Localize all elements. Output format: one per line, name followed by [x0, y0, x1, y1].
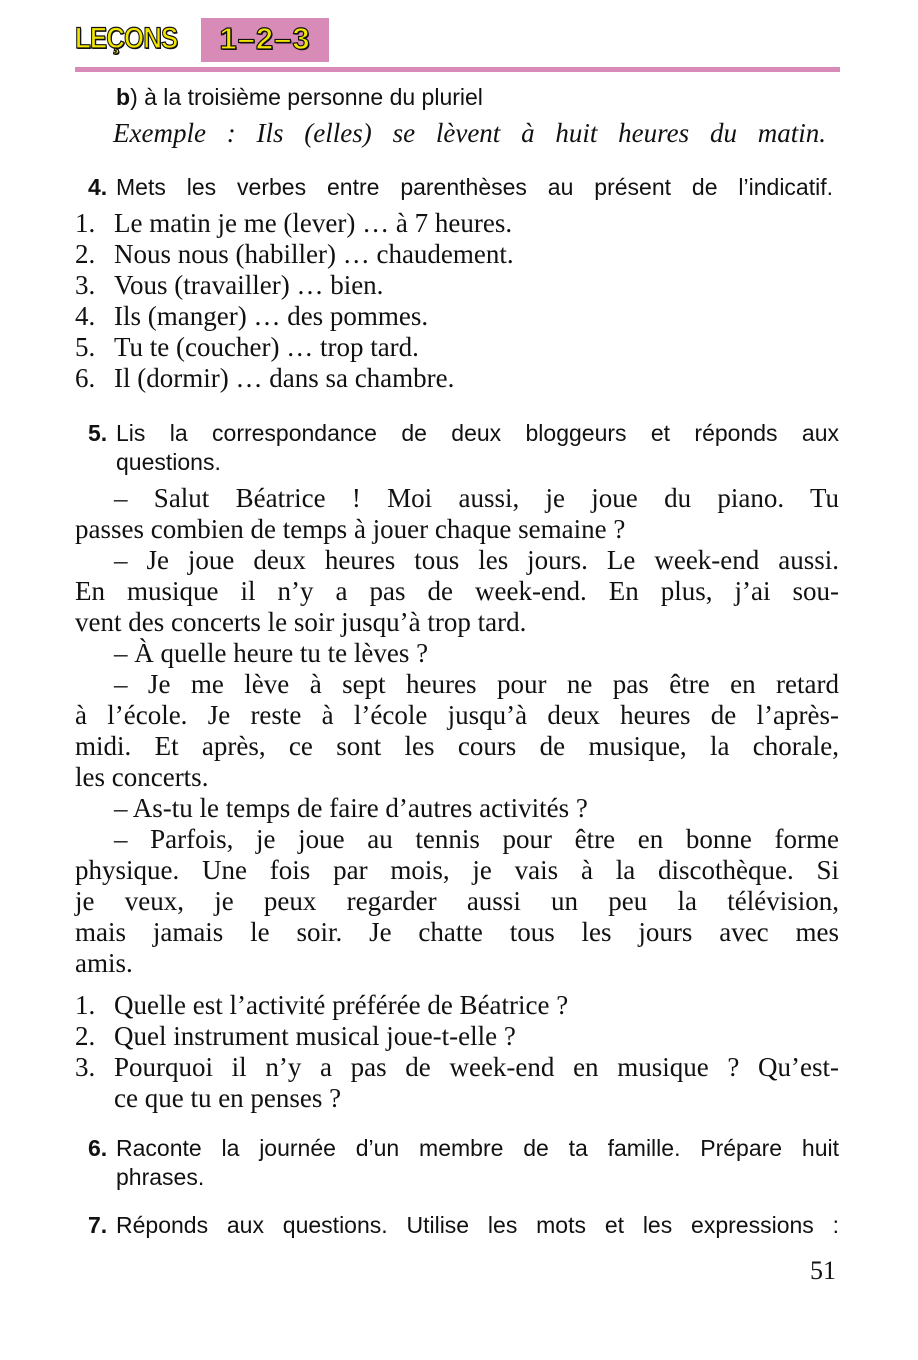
ex4-item-number: 5. [75, 332, 96, 362]
dialogue-line: – Parfois, je joue au tennis pour être en bonne forme [114, 824, 839, 854]
ex5-instruction-line: Lis la correspondance de deux bloggeurs et réponds aux [116, 420, 839, 446]
dialogue-line: En musique il n’y a pas de week-end. En plus, j’ai sou- [75, 576, 839, 606]
dialogue-line: vent des concerts le soir jusqu’à trop tard. [75, 607, 527, 637]
dialogue-line: – Je me lève à sept heures pour ne pas être en retard [114, 669, 839, 699]
dialogue-line: – Salut Béatrice ! Moi aussi, je joue du piano. Tu [114, 483, 839, 513]
intro-item [116, 84, 483, 111]
ex4-item-text: Tu te (coucher) … trop tard. [114, 332, 419, 362]
dialogue-line: – À quelle heure tu te lèves ? [114, 638, 429, 668]
ex7-number: 7. [88, 1212, 108, 1238]
ex4-item-number: 1. [75, 208, 96, 238]
ex5-number: 5. [88, 420, 108, 446]
question-text: Quel instrument musical joue-t-elle ? [114, 1021, 516, 1051]
ex4-item-number: 6. [75, 363, 96, 393]
ex4-item-text: Le matin je me (lever) … à 7 heures. [114, 208, 513, 238]
ex4-item-text: Nous nous (habiller) … chaudement. [114, 239, 514, 269]
question-number: 2. [75, 1021, 96, 1051]
question-number: 3. [75, 1052, 96, 1082]
ex4-item-text: Il (dormir) … dans sa chambre. [114, 363, 455, 393]
lesson-badge [201, 18, 329, 62]
intro-item-letter: b [116, 84, 131, 110]
ex4-item-number: 3. [75, 270, 96, 300]
dialogue-line: midi. Et après, ce sont les cours de musique, la chorale, [75, 731, 839, 761]
dialogue-line: – As-tu le temps de faire d’autres activités ? [114, 793, 588, 823]
dialogue-line: mais jamais le soir. Je chatte tous les jours avec mes [75, 917, 839, 947]
ex5-instruction-line: questions. [116, 449, 221, 475]
dialogue-line: passes combien de temps à jouer chaque semaine ? [75, 514, 626, 544]
ex4-item-number: 4. [75, 301, 96, 331]
dialogue-line: physique. Une fois par mois, je vais à la discothèque. Si [75, 855, 839, 885]
lesson-badge-text: 1–2–3 [219, 21, 311, 56]
question-number: 1. [75, 990, 96, 1020]
ex6-instruction-line: Raconte la journée d’un membre de ta famille. Prépare huit [116, 1135, 839, 1161]
dialogue-line: je veux, je peux regarder aussi un peu la télévision, [75, 886, 839, 916]
lesson-title: LEÇONS [75, 22, 178, 55]
ex4-instruction: Mets les verbes entre parenthèses au présent de l’indicatif. [116, 174, 833, 200]
question-text: ce que tu en penses ? [114, 1083, 342, 1113]
dialogue-line: – Je joue deux heures tous les jours. Le week-end aussi. [114, 545, 839, 575]
dialogue-line: à l’école. Je reste à l’école jusqu’à deux heures de l’après- [75, 700, 839, 730]
ex7-instruction: Réponds aux questions. Utilise les mots et les expressions : [116, 1212, 839, 1238]
ex6-instruction-line: phrases. [116, 1164, 205, 1190]
lesson-header [75, 18, 840, 64]
header-rule [75, 67, 840, 72]
ex6-number: 6. [88, 1135, 108, 1161]
question-text: Pourquoi il n’y a pas de week-end en musique ? Qu’est- [114, 1052, 839, 1082]
dialogue-line: les concerts. [75, 762, 209, 792]
intro-example: Exemple : Ils (elles) se lèvent à huit heures du matin. [113, 118, 826, 148]
page-number: 51 [810, 1256, 836, 1285]
ex4-item-text: Vous (travailler) … bien. [114, 270, 384, 300]
dialogue-line: amis. [75, 948, 133, 978]
ex4-number: 4. [88, 174, 108, 200]
ex4-item-number: 2. [75, 239, 96, 269]
intro-item-text: ) à la troisième personne du pluriel [130, 84, 483, 110]
ex4-item-text: Ils (manger) … des pommes. [114, 301, 429, 331]
question-text: Quelle est l’activité préférée de Béatrice ? [114, 990, 569, 1020]
